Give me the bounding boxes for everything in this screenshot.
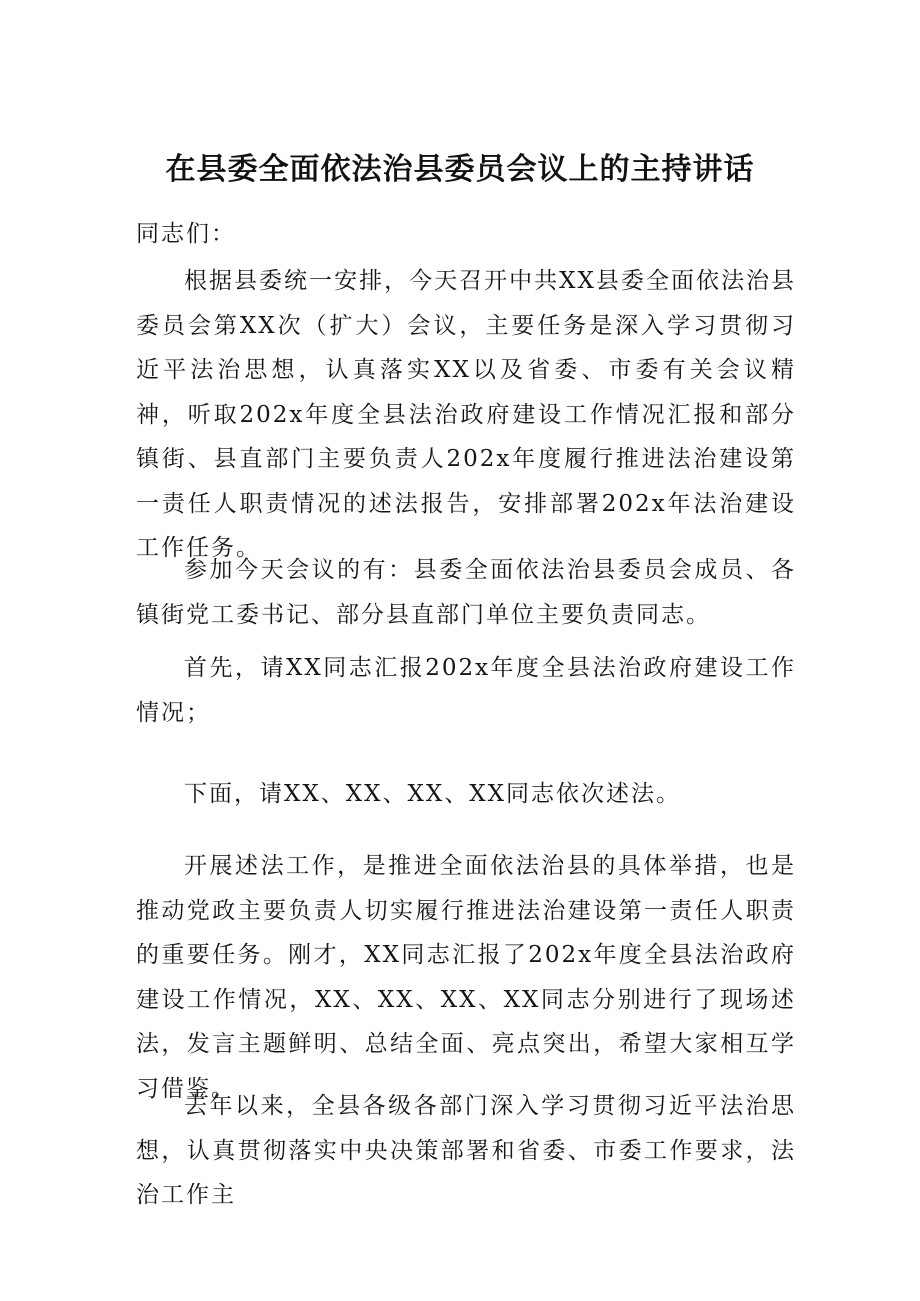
paragraph-meeting-purpose: 根据县委统一安排，今天召开中共XX县委全面依法治县委员会第XX次（扩大）会议，主要任务是深入学习贯彻习近平法治思想，认真落实XX以及省委、市委有关会议精神，听取202x年度全县法治政府建设工作情况汇报和部分镇街、县直部门主要负责人202x年度履行推进法治建设第一责任人职责情况的述法报告，安排部署202x年法治建设工作任务。	[136, 268, 796, 561]
paragraph-attendees: 参加今天会议的有：县委全面依法治县委员会成员、各镇街党工委书记、部分县直部门单位主要负责同志。	[136, 557, 796, 628]
paragraph-first-report: 首先，请XX同志汇报202x年度全县法治政府建设工作情况；	[136, 655, 796, 726]
document-title: 在县委全面依法治县委员会议上的主持讲话	[165, 152, 755, 187]
paragraph-next-reports: 下面，请XX、XX、XX、XX同志依次述法。	[184, 781, 681, 807]
paragraph-review: 去年以来，全县各级各部门深入学习贯彻习近平法治思想，认真贯彻落实中央决策部署和省委、市委工作要求，法治工作主	[136, 1093, 796, 1208]
paragraph-summary: 开展述法工作，是推进全面依法治县的具体举措，也是推动党政主要负责人切实履行推进法治建设第一责任人职责的重要任务。刚才，XX同志汇报了202x年度全县法治政府建设工作情况，XX、XX、XX、XX同志分别进行了现场述法，发言主题鲜明、总结全面、亮点突出，希望大家相互学习借鉴。	[136, 853, 796, 1102]
salutation: 同志们：	[136, 221, 236, 247]
